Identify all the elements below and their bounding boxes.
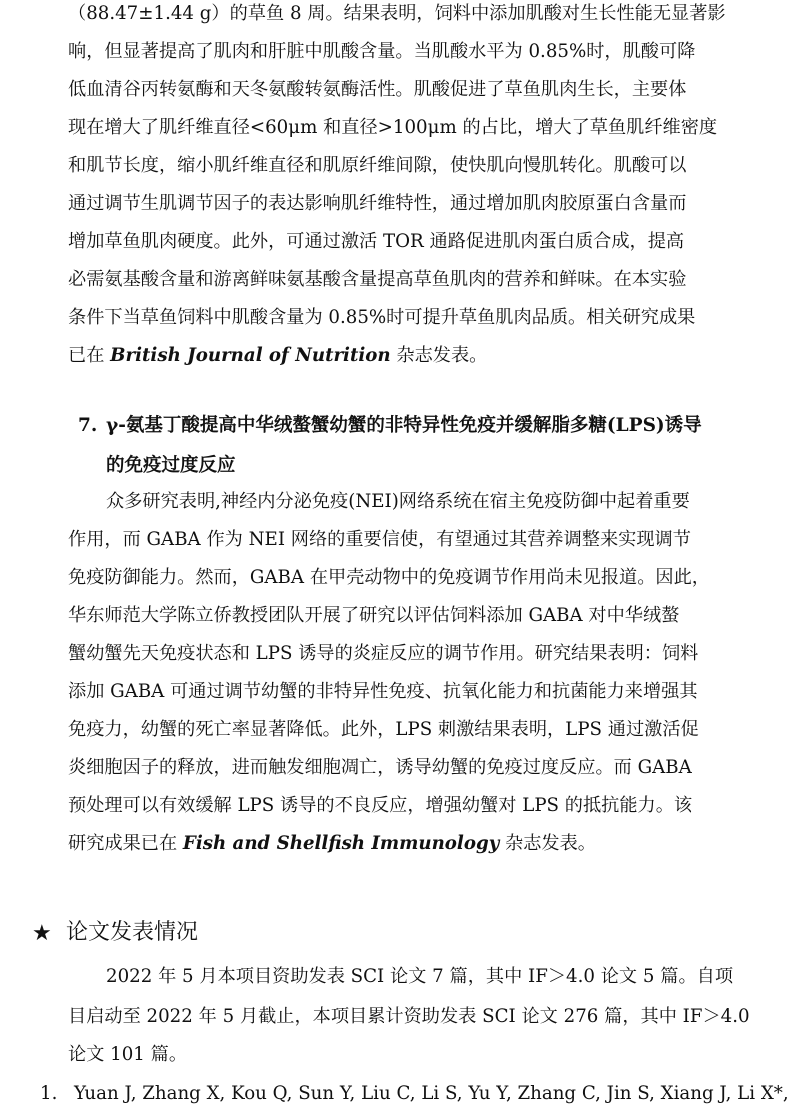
text-line: 免疫防御能力。然而，GABA 在甲壳动物中的免疫调节作用尚未见报道。因此， [68,567,710,588]
text-line-last [68,344,748,368]
text-line: 添加 GABA 可通过调节幼蟹的非特异性免疫、抗氧化能力和抗菌能力来增强其 [68,681,698,702]
text-line: 炎细胞因子的释放，进而触发细胞凋亡，诱导幼蟹的免疫过度反应。而 GABA [68,757,692,778]
text-line: 通过调节生肌调节因子的表达影响肌纤维特性，通过增加肌肉胶原蛋白含量而 [68,193,687,214]
text-line: 预处理可以有效缓解 LPS 诱导的不良反应，增强幼蟹对 LPS 的抵抗能力。该 [68,795,693,816]
text-line: 华东师范大学陈立侨教授团队开展了研究以评估饲料添加 GABA 对中华绒螯 [68,605,680,626]
text-line: （88.47±1.44 g）的草鱼 8 周。结果表明，饲料中添加肌酸对生长性能无显著影 [68,3,726,24]
text-line-first: 众多研究表明,神经内分泌免疫(NEI)网络系统在宿主免疫防御中起着重要 [106,491,690,512]
heading-line-1: γ-氨基丁酸提高中华绒螯蟹幼蟹的非特异性免疫并缓解脂多糖(LPS)诱导 [106,415,702,436]
text-line: 和肌节长度，缩小肌纤维直径和肌原纤维间隙，使快肌向慢肌转化。肌酸可以 [68,155,687,176]
text-line: 目启动至 2022 年 5 月截止，本项目累计资助发表 SCI 论文 276 篇，其中 IF＞4.0 [68,1006,750,1027]
text-line: 必需氨基酸含量和游离鲜味氨基酸含量提高草鱼肌肉的营养和鲜味。在本实验 [68,269,687,290]
text-line: 作用，而 GABA 作为 NEI 网络的重要信使，有望通过其营养调整来实现调节 [68,529,691,550]
heading-number: 7. [78,415,98,436]
text-line: 响，但显著提高了肌肉和肝脏中肌酸含量。当肌酸水平为 0.85%时，肌酸可降 [68,41,696,62]
text-line: 条件下当草鱼饲料中肌酸含量为 0.85%时可提升草鱼肌肉品质。相关研究成果 [68,307,696,328]
reference-number: 1. [40,1083,58,1104]
text-line: 增加草鱼肌肉硬度。此外，可通过激活 TOR 通路促进肌肉蛋白质合成，提高 [68,231,685,252]
journal-name: British Journal of Nutrition [110,345,391,366]
journal-name: Fish and Shellfish Immunology [182,833,500,854]
heading-line-2: 的免疫过度反应 [106,455,236,476]
text-line-last [68,832,748,856]
text-suffix: 杂志发表。 [499,833,596,854]
text-line: 现在增大了肌纤维直径<60μm 和直径>100μm 的占比，增大了草鱼肌纤维密度 [68,117,718,138]
text-line: 蟹幼蟹先天免疫状态和 LPS 诱导的炎症反应的调节作用。研究结果表明：饲料 [68,643,699,664]
star-icon: ★ [32,921,52,946]
text-line: 免疫力，幼蟹的死亡率显著降低。此外，LPS 刺激结果表明，LPS 通过激活促 [68,719,699,740]
section-title: 论文发表情况 [66,920,199,945]
text-suffix: 杂志发表。 [390,345,488,366]
reference-text: Yuan J, Zhang X, Kou Q, Sun Y, Liu C, Li S, Yu Y, Zhang C, Jin S, Xiang J, Li X*, [74,1083,789,1104]
text-prefix: 已在 [68,345,111,366]
text-line: 论文 101 篇。 [68,1044,188,1065]
text-prefix: 研究成果已在 [68,833,183,854]
text-line-first: 2022 年 5 月本项目资助发表 SCI 论文 7 篇，其中 IF＞4.0 论文 5 篇。自项 [106,966,734,987]
text-line: 低血清谷丙转氨酶和天冬氨酸转氨酶活性。肌酸促进了草鱼肌肉生长，主要体 [68,79,687,100]
